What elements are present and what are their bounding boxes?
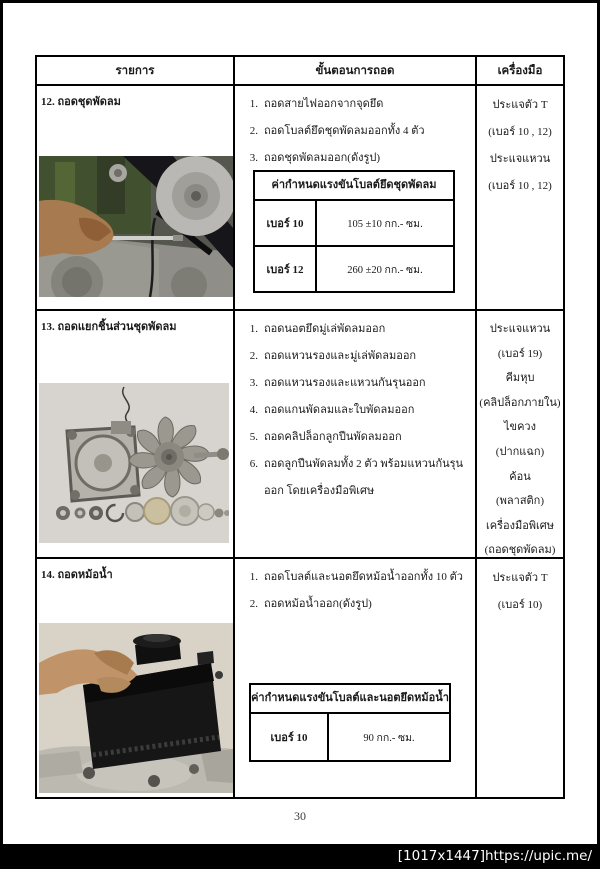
- step-item: [235, 424, 473, 451]
- step-text: ถอดลูกปืนพัดลมทั้ง 2 ตัว พร้อมแหวนกันรุนออก โดยเครื่องมือพิเศษ: [264, 458, 464, 497]
- step-text: ถอดคลิปล็อกลูกปืนพัดลมออก: [264, 431, 402, 443]
- step-item: [235, 316, 473, 343]
- torque-size-label: เบอร์ 10: [255, 201, 317, 245]
- step-text: ถอดโบลต์และนอตยึดหม้อน้ำออกทั้ง 10 ตัว: [264, 571, 463, 583]
- step-text: ถอดหม้อน้ำออก(ดังรูป): [264, 598, 372, 610]
- tool-size: (เบอร์ 10): [497, 599, 543, 611]
- tool-name: ค้อน: [509, 470, 531, 483]
- radiator-photo-graphic: [39, 623, 233, 793]
- tools-cell-13: [477, 311, 563, 559]
- step-text: ถอดแหวนรองและมู่เล่พัดลมออก: [264, 350, 417, 362]
- fan-unit-removal-photo: [39, 156, 233, 297]
- step-text: ถอดชุดพัดลมออก(ดังรูป): [264, 152, 381, 164]
- item-title-14: 14. ถอดหม้อน้ำ: [41, 569, 113, 581]
- fan-parts-graphic: [39, 383, 229, 543]
- fan-parts-layout-photo: [39, 383, 229, 543]
- step-number: 4.: [249, 404, 258, 416]
- disassembly-table: [35, 55, 565, 799]
- step-item: [235, 91, 473, 118]
- step-item: [235, 118, 473, 145]
- radiator-removal-photo: [39, 623, 233, 793]
- page-number: 30: [294, 809, 306, 823]
- torque-row: [255, 247, 453, 291]
- step-text: ถอดแหวนรองและแหวนกันรุนออก: [264, 377, 426, 389]
- torque-table-title: ค่ากำหนดแรงขันโบลต์ยึดชุดพัดลม: [255, 172, 453, 201]
- step-number: 2.: [249, 125, 258, 137]
- step-item: [235, 564, 473, 591]
- tool-size: (เบอร์ 19): [497, 347, 543, 360]
- step-item: [235, 343, 473, 370]
- step-text: ถอดนอตยึดมู่เล่พัดลมออก: [264, 323, 386, 335]
- tool-name: ประแจแหวน: [489, 153, 551, 165]
- step-item: [235, 370, 473, 397]
- item-title-12: 12. ถอดชุดพัดลม: [41, 96, 121, 108]
- torque-size-label: เบอร์ 12: [255, 247, 317, 291]
- step-item: [235, 591, 473, 618]
- torque-row: [255, 201, 453, 247]
- tool-name: ประแจตัว T: [492, 99, 548, 111]
- radiator-bolt-torque-table: [249, 683, 451, 762]
- torque-value: 105 ±10 กก.- ซม.: [347, 218, 423, 230]
- tool-name: ประแจแหวน: [489, 323, 551, 335]
- tools-cell-12: [477, 86, 563, 311]
- torque-table-title: ค่ากำหนดแรงขันโบลต์และนอตยึดหม้อน้ำ: [251, 685, 449, 714]
- step-number: 2.: [249, 598, 258, 610]
- step-number: 1.: [249, 98, 258, 110]
- tool-name: ประแจตัว T: [492, 572, 548, 584]
- tools-cell-14: [477, 559, 563, 797]
- tool-name: ไขควง: [504, 421, 536, 434]
- step-item: [235, 145, 473, 172]
- torque-size-label: เบอร์ 10: [251, 714, 329, 760]
- item-cell-14: [37, 559, 235, 797]
- step-number: 3.: [249, 377, 258, 389]
- engine-photo-graphic: [39, 156, 233, 297]
- torque-value: 90 กก.- ซม.: [363, 732, 415, 744]
- column-header-steps: ขั้นตอนการถอด: [235, 57, 477, 86]
- tool-size: (เบอร์ 10 , 12): [488, 180, 552, 192]
- step-item: [235, 397, 473, 424]
- step-number: 2.: [249, 350, 258, 362]
- step-text: ถอดแกนพัดลมและใบพัดลมออก: [264, 404, 415, 416]
- column-header-tools: เครื่องมือ: [477, 57, 563, 86]
- steps-cell-12: [235, 86, 477, 311]
- steps-cell-13: [235, 311, 477, 559]
- upload-host-watermark: [1017x1447]https://upic.me/: [0, 845, 600, 869]
- step-number: 3.: [249, 152, 258, 164]
- step-item: [235, 451, 473, 505]
- tool-size: (ปากแฉก): [495, 445, 545, 458]
- tool-name: เครื่องมือพิเศษ: [485, 519, 555, 532]
- step-number: 5.: [249, 431, 258, 443]
- item-cell-13: [37, 311, 235, 559]
- item-cell-12: [37, 86, 235, 311]
- torque-value: 260 ±20 กก.- ซม.: [347, 264, 423, 276]
- tool-name: คีมหุบ: [505, 372, 535, 385]
- item-title-13: 13. ถอดแยกชิ้นส่วนชุดพัดลม: [41, 321, 177, 333]
- torque-row: [251, 714, 449, 760]
- tool-size: (คลิปล็อกภายใน): [479, 396, 561, 409]
- step-number: 1.: [249, 571, 258, 583]
- step-number: 1.: [249, 323, 258, 335]
- step-text: ถอดสายไฟออกจากจุดยึด: [264, 98, 384, 110]
- tool-size: (ถอดชุดพัดลม): [484, 544, 556, 557]
- column-header-item: รายการ: [37, 57, 235, 86]
- step-number: 6.: [249, 458, 258, 470]
- steps-cell-14: [235, 559, 477, 797]
- tool-size: (พลาสติก): [495, 495, 544, 508]
- tool-size: (เบอร์ 10 , 12): [488, 126, 552, 138]
- step-text: ถอดโบลต์ยึดชุดพัดลมออกทั้ง 4 ตัว: [264, 125, 425, 137]
- fan-bolt-torque-table: [253, 170, 455, 293]
